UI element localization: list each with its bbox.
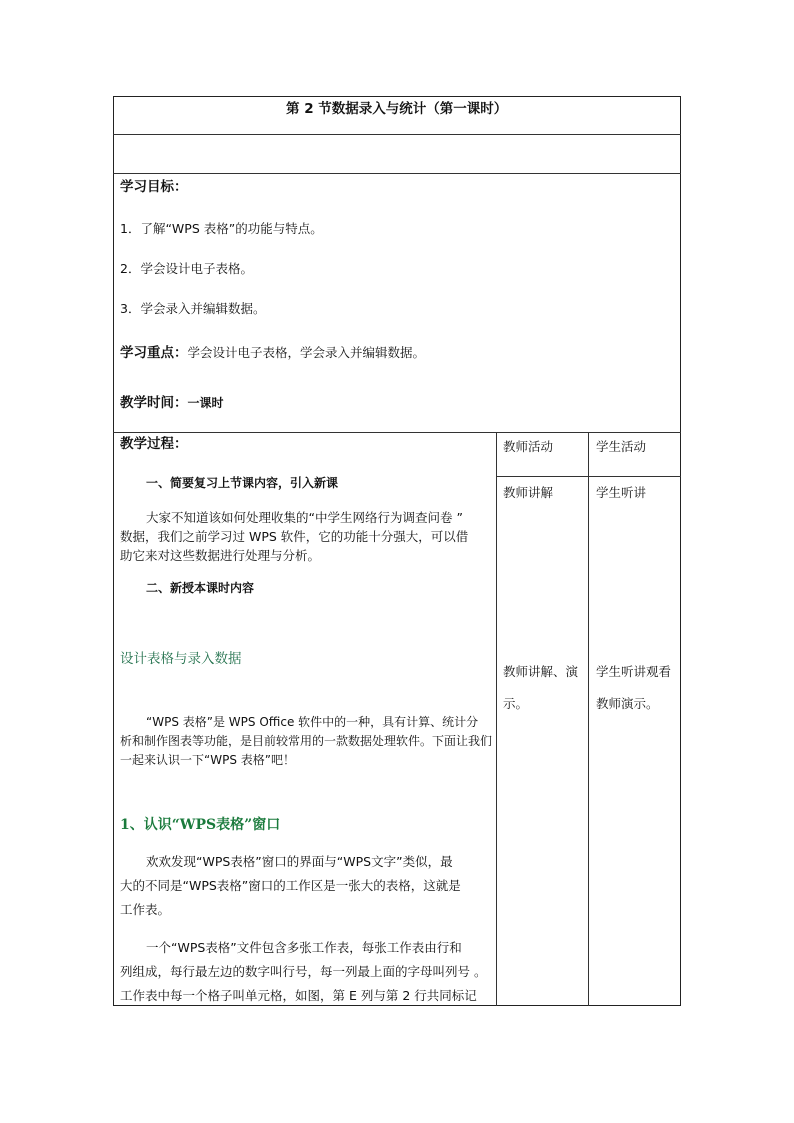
subheading: 设计表格与录入数据 <box>120 651 242 667</box>
key-points-value: 学会设计电子表格，学会录入并编辑数据。 <box>187 345 426 360</box>
student-activity-header: 学生活动 <box>596 439 647 454</box>
intro-line-3: 一起来认识一下“WPS 表格”吧！ <box>120 753 295 767</box>
teaching-time-value: 一课时 <box>187 396 224 410</box>
student-column-divider <box>588 432 589 1006</box>
part1-p2-line-1: 一个“WPS表格”文件包含多张工作表，每张工作表由行和 <box>146 940 462 955</box>
part1-p2-line-2: 列组成，每行最左边的数字叫行号，每一列最上面的字母叫列号 。 <box>120 964 487 979</box>
part1-p1-line-2: 大的不同是“WPS表格”窗口的工作区是一张大的表格，这就是 <box>120 878 461 893</box>
key-points <box>120 346 425 360</box>
page-title: 第 2 节数据录入与统计（第一课时） <box>286 101 508 117</box>
teacher-activity-2-line1: 教师讲解、演 <box>503 664 579 679</box>
part1-title: 1、认识“WPS表格”窗口 <box>120 817 281 833</box>
part1-p1-line-3: 工作表。 <box>120 902 171 917</box>
objective-item-1: 1．了解“WPS 表格”的功能与特点。 <box>120 221 323 236</box>
intro-line-2: 析和制作图表等功能，是目前较常用的一款数据处理软件。下面让我们 <box>120 734 493 748</box>
section1-line-3: 助它来对这些数据进行处理与分析。 <box>120 548 321 563</box>
section2-title: 二、新授本课时内容 <box>146 581 255 595</box>
intro-line-1: “WPS 表格”是 WPS Office 软件中的一种，具有计算、统计分 <box>146 715 479 729</box>
part1-p2-line-3: 工作表中每一个格子叫单元格，如图，第 E 列与第 2 行共同标记 <box>120 988 477 1003</box>
section1-line-1: 大家不知道该如何处理收集的“中学生网络行为调查问卷 ” <box>146 510 463 525</box>
section1-line-2: 数据，我们之前学习过 WPS 软件，它的功能十分强大，可以借 <box>120 529 469 544</box>
student-activity-1: 学生听讲 <box>596 485 647 500</box>
teacher-activity-1: 教师讲解 <box>503 485 554 500</box>
objectives-row-divider <box>113 432 681 433</box>
title-row-divider <box>113 134 681 135</box>
objective-item-2: 2．学会设计电子表格。 <box>120 261 253 276</box>
student-activity-2-line2: 教师演示。 <box>596 696 659 711</box>
teacher-column-divider <box>496 432 497 1006</box>
empty-row-divider <box>113 173 681 174</box>
objectives-heading: 学习目标： <box>120 179 188 195</box>
key-points-label: 学习重点： <box>120 345 188 361</box>
process-heading: 教学过程： <box>120 436 188 452</box>
student-activity-2-line1: 学生听讲观看 <box>596 664 672 679</box>
part1-p1-line-1: 欢欢发现“WPS表格”窗口的界面与“WPS文字”类似，最 <box>146 854 453 869</box>
teacher-activity-2-line2: 示。 <box>503 696 529 711</box>
teacher-activity-header: 教师活动 <box>503 439 554 454</box>
teaching-time-label: 教学时间： <box>120 395 188 411</box>
teaching-time <box>120 396 224 410</box>
section1-title: 一、简要复习上节课内容，引入新课 <box>146 476 339 490</box>
objective-item-3: 3．学会录入并编辑数据。 <box>120 301 266 316</box>
